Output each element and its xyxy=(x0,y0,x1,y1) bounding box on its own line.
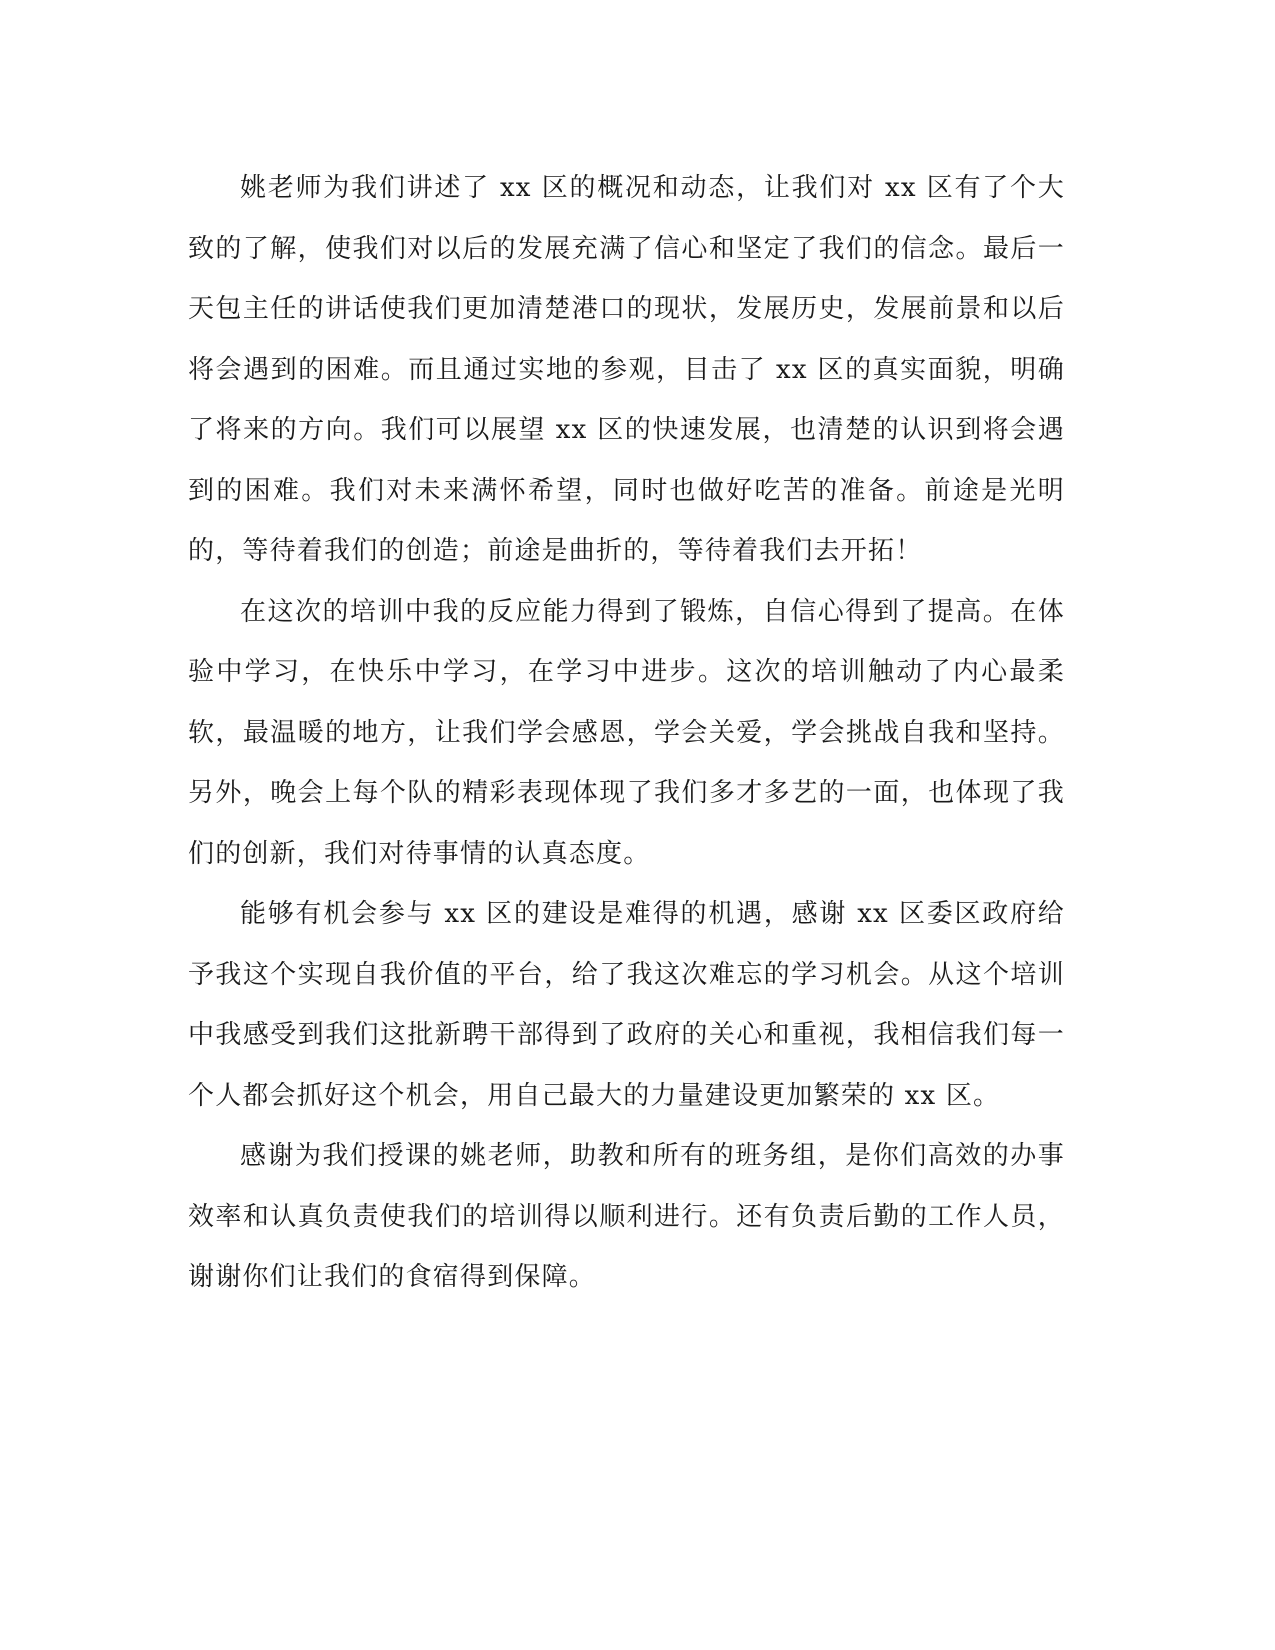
paragraph-3: 能够有机会参与 xx 区的建设是难得的机遇，感谢 xx 区委区政府给予我这个实现自我价值的平台，给了我这次难忘的学习机会。从这个培训中我感受到我们这批新聘干部得到了政府的关心和重视，我相信我们每一个人都会抓好这个机会，用自己最大的力量建设更加繁荣的 xx 区。 xyxy=(188,899,1065,1111)
paragraph-1: 姚老师为我们讲述了 xx 区的概况和动态，让我们对 xx 区有了个大致的了解，使我们对以后的发展充满了信心和坚定了我们的信念。最后一天包主任的讲话使我们更加清楚港口的现状，发展历史，发展前景和以后将会遇到的困难。而且通过实地的参观，目击了 xx 区的真实面貌，明确了将来的方向。我们可以展望 xx 区的快速发展，也清楚的认识到将会遇到的困难。我们对未来满怀希望，同时也做好吃苦的准备。前途是光明的，等待着我们的创造；前途是曲折的，等待着我们去开拓！ xyxy=(188,173,1066,566)
document-body xyxy=(188,158,1065,1308)
paragraph-4: 感谢为我们授课的姚老师，助教和所有的班务组，是你们高效的办事效率和认真负责使我们的培训得以顺利进行。还有负责后勤的工作人员，谢谢你们让我们的食宿得到保障。 xyxy=(188,1141,1065,1292)
paragraph-2: 在这次的培训中我的反应能力得到了锻炼，自信心得到了提高。在体验中学习，在快乐中学习，在学习中进步。这次的培训触动了内心最柔软，最温暖的地方，让我们学会感恩，学会关爱，学会挑战自我和坚持。另外，晚会上每个队的精彩表现体现了我们多才多艺的一面，也体现了我们的创新，我们对待事情的认真态度。 xyxy=(188,596,1065,869)
